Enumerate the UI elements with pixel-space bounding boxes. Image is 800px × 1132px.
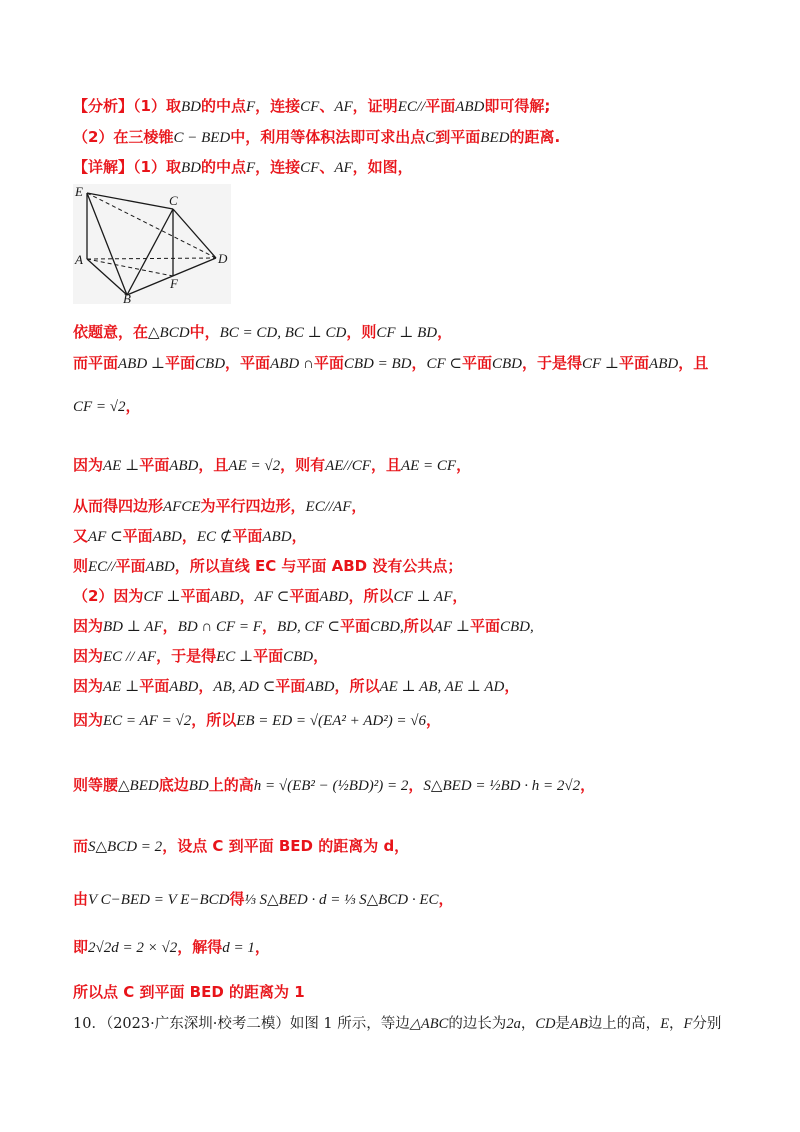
analysis-line-1: 【分析】（1）取BD的中点F，连接CF、AF，证明EC//平面ABD即可得解; <box>73 97 551 115</box>
label-E: E <box>75 184 83 199</box>
solution-line-19: 即2√2d = 2 × √2，解得d = 1， <box>73 938 270 956</box>
solution-line-9: 又AF ⊂平面ABD，EC ⊄平面ABD， <box>73 527 307 545</box>
solution-conclusion: 所以点 C 到平面 BED 的距离为 1 <box>73 983 305 1001</box>
solution-line-15: 因为EC = AF = √2，所以EB = ED = √(EA² + AD²) = √6， <box>73 711 442 729</box>
solution-line-17: 而S△BCD = 2，设点 C 到平面 BED 的距离为 d， <box>73 837 410 855</box>
solution-line-4: 依题意，在△BCD中，BC = CD, BC ⊥ CD，则CF ⊥ BD， <box>73 323 453 341</box>
label-D: D <box>218 251 228 266</box>
label-A: A <box>75 252 83 267</box>
pyramid-diagram <box>73 184 231 304</box>
solution-line-10: 则EC//平面ABD，所以直线 EC 与平面 ABD 没有公共点； <box>73 557 463 575</box>
detail-line-1: 【详解】（1）取BD的中点F，连接CF、AF，如图， <box>73 158 413 176</box>
next-question-line: 10．（2023·广东深圳·校考二模）如图 1 所示，等边△ABC的边长为2a，CD是AB边上的高，E，F分别 <box>73 1016 722 1032</box>
solution-line-13: 因为EC // AF，于是得EC ⊥平面CBD， <box>73 647 329 665</box>
solution-line-12: 因为BD ⊥ AF，BD ∩ CF = F，BD, CF ⊂平面CBD,所以AF ⊥平面CBD, <box>73 617 534 635</box>
solution-line-16: 则等腰△BED底边BD上的高h = √(EB² − (½BD)²) = 2，S△BED = ½BD · h = 2√2， <box>73 776 596 794</box>
solution-line-11: （2）因为CF ⊥平面ABD，AF ⊂平面ABD，所以CF ⊥ AF， <box>73 587 468 605</box>
solution-line-14: 因为AE ⊥平面ABD，AB, AD ⊂平面ABD，所以AE ⊥ AB, AE ⊥ AD， <box>73 677 520 695</box>
solution-line-18: 由V C−BED = V E−BCD得⅓ S△BED · d = ⅓ S△BCD · EC， <box>73 890 454 908</box>
label-C: C <box>169 193 178 208</box>
detail-tag: 【详解】 <box>73 158 134 176</box>
solution-line-5: 而平面ABD ⊥平面CBD，平面ABD ∩平面CBD = BD，CF ⊂平面CBD，于是得CF ⊥平面ABD，且 <box>73 354 709 372</box>
solution-line-8: 从而得四边形AFCE为平行四边形，EC//AF， <box>73 497 367 515</box>
analysis-tag: 【分析】 <box>73 97 134 115</box>
solution-line-6: CF = √2， <box>73 397 141 415</box>
figure-background <box>73 184 231 304</box>
label-F: F <box>170 276 178 291</box>
analysis-line-2: （2）在三棱锥C − BED中，利用等体积法即可求出点C到平面BED的距离. <box>73 128 561 146</box>
label-B: B <box>123 291 131 304</box>
solution-line-7: 因为AE ⊥平面ABD，且AE = √2，则有AE//CF，且AE = CF， <box>73 456 472 474</box>
pyramid-figure <box>73 184 231 304</box>
